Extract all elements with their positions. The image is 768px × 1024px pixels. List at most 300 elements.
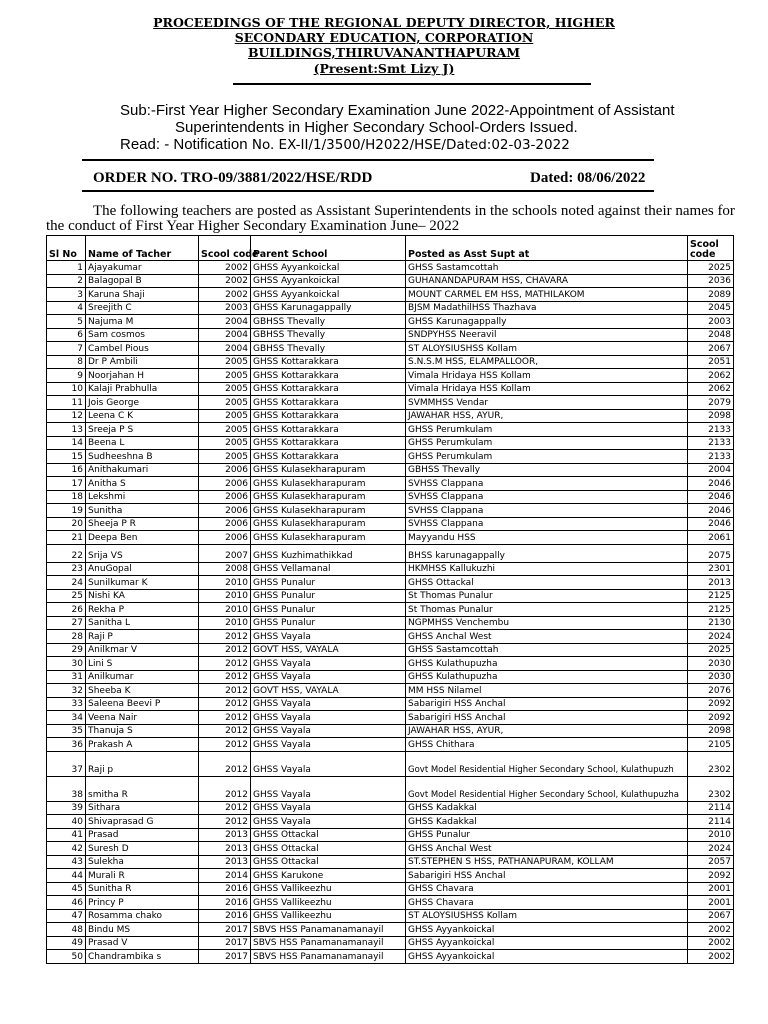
table-row bbox=[47, 896, 734, 910]
cell-posted-at: BJSM MadathilHSS Thazhava bbox=[406, 301, 688, 315]
cell-posted-school-code: 2062 bbox=[688, 382, 734, 396]
cell-school-code: 2002 bbox=[199, 274, 251, 288]
cell-teacher-name: Sunitha bbox=[86, 504, 199, 518]
cell-teacher-name: Raji P bbox=[86, 630, 199, 644]
cell-school-code: 2006 bbox=[199, 490, 251, 504]
cell-posted-at: NGPMHSS Venchembu bbox=[406, 616, 688, 630]
cell-parent-school: GHSS Vayala bbox=[251, 724, 406, 738]
cell-posted-at: MOUNT CARMEL EM HSS, MATHILAKOM bbox=[406, 288, 688, 302]
col-header-posted-at: Posted as Asst Supt at bbox=[406, 236, 688, 261]
cell-posted-school-code: 2030 bbox=[688, 657, 734, 671]
cell-posted-school-code: 2036 bbox=[688, 274, 734, 288]
table-row bbox=[47, 328, 734, 342]
cell-sl-no: 11 bbox=[47, 396, 86, 410]
cell-school-code: 2016 bbox=[199, 909, 251, 923]
cell-posted-at: Sabarigiri HSS Anchal bbox=[406, 711, 688, 725]
cell-parent-school: GHSS Vayala bbox=[251, 697, 406, 711]
cell-sl-no: 30 bbox=[47, 657, 86, 671]
cell-posted-at: Govt Model Residential Higher Secondary School, Kulathupuzha bbox=[406, 776, 688, 801]
cell-teacher-name: Suresh D bbox=[86, 842, 199, 856]
cell-posted-school-code: 2133 bbox=[688, 423, 734, 437]
cell-posted-school-code: 2092 bbox=[688, 697, 734, 711]
cell-posted-school-code: 2105 bbox=[688, 738, 734, 752]
cell-school-code: 2013 bbox=[199, 828, 251, 842]
cell-posted-school-code: 2125 bbox=[688, 603, 734, 617]
table-row bbox=[47, 504, 734, 518]
table-row bbox=[47, 842, 734, 856]
cell-school-code: 2012 bbox=[199, 738, 251, 752]
table-row bbox=[47, 882, 734, 896]
cell-parent-school: GHSS Kulasekharapuram bbox=[251, 477, 406, 491]
cell-school-code: 2012 bbox=[199, 815, 251, 829]
cell-posted-at: MM HSS Nilamel bbox=[406, 684, 688, 698]
cell-posted-school-code: 2025 bbox=[688, 261, 734, 275]
cell-parent-school: GHSS Kottarakkara bbox=[251, 409, 406, 423]
cell-posted-at: ST ALOYSIUSHSS Kollam bbox=[406, 909, 688, 923]
table-row bbox=[47, 657, 734, 671]
cell-school-code: 2010 bbox=[199, 616, 251, 630]
cell-parent-school: GHSS Punalur bbox=[251, 603, 406, 617]
table-row bbox=[47, 616, 734, 630]
cell-sl-no: 29 bbox=[47, 643, 86, 657]
table-row bbox=[47, 801, 734, 815]
cell-posted-school-code: 2302 bbox=[688, 776, 734, 801]
cell-school-code: 2004 bbox=[199, 315, 251, 329]
cell-parent-school: GHSS Kottarakkara bbox=[251, 423, 406, 437]
cell-sl-no: 1 bbox=[47, 261, 86, 275]
cell-posted-at: GHSS Perumkulam bbox=[406, 423, 688, 437]
cell-posted-school-code: 2133 bbox=[688, 436, 734, 450]
cell-parent-school: GHSS Ottackal bbox=[251, 855, 406, 869]
cell-sl-no: 37 bbox=[47, 751, 86, 776]
cell-parent-school: GHSS Ottackal bbox=[251, 828, 406, 842]
cell-parent-school: GHSS Kuzhimathikkad bbox=[251, 544, 406, 562]
cell-sl-no: 35 bbox=[47, 724, 86, 738]
table-row bbox=[47, 450, 734, 464]
cell-posted-school-code: 2067 bbox=[688, 909, 734, 923]
cell-posted-school-code: 2024 bbox=[688, 842, 734, 856]
cell-teacher-name: Cambel Pious bbox=[86, 342, 199, 356]
table-header-row bbox=[47, 236, 734, 261]
cell-posted-at: Vimala Hridaya HSS Kollam bbox=[406, 382, 688, 396]
cell-parent-school: GHSS Vayala bbox=[251, 801, 406, 815]
cell-teacher-name: Srija VS bbox=[86, 544, 199, 562]
cell-parent-school: GHSS Vayala bbox=[251, 738, 406, 752]
cell-posted-school-code: 2133 bbox=[688, 450, 734, 464]
cell-sl-no: 47 bbox=[47, 909, 86, 923]
cell-sl-no: 28 bbox=[47, 630, 86, 644]
table-row bbox=[47, 274, 734, 288]
cell-posted-at: St Thomas Punalur bbox=[406, 589, 688, 603]
table-row bbox=[47, 724, 734, 738]
cell-posted-at: SVHSS Clappana bbox=[406, 477, 688, 491]
col-header-parent-school: Parent School bbox=[251, 236, 406, 261]
header-divider bbox=[233, 83, 591, 85]
cell-school-code: 2006 bbox=[199, 504, 251, 518]
cell-sl-no: 2 bbox=[47, 274, 86, 288]
cell-sl-no: 5 bbox=[47, 315, 86, 329]
cell-posted-at: GHSS Anchal West bbox=[406, 630, 688, 644]
cell-posted-at: St Thomas Punalur bbox=[406, 603, 688, 617]
table-row bbox=[47, 630, 734, 644]
cell-teacher-name: Sheeja P R bbox=[86, 517, 199, 531]
table-row bbox=[47, 950, 734, 964]
cell-posted-school-code: 2003 bbox=[688, 315, 734, 329]
cell-posted-at: SNDPYHSS Neeravil bbox=[406, 328, 688, 342]
table-row bbox=[47, 776, 734, 801]
cell-teacher-name: Rosamma chako bbox=[86, 909, 199, 923]
cell-parent-school: GHSS Karukone bbox=[251, 869, 406, 883]
cell-posted-at: GHSS Sastamcottah bbox=[406, 261, 688, 275]
cell-teacher-name: Saleena Beevi P bbox=[86, 697, 199, 711]
teacher-posting-table bbox=[46, 235, 734, 964]
cell-school-code: 2002 bbox=[199, 261, 251, 275]
cell-parent-school: SBVS HSS Panamanamanayil bbox=[251, 950, 406, 964]
cell-parent-school: SBVS HSS Panamanamanayil bbox=[251, 936, 406, 950]
cell-sl-no: 25 bbox=[47, 589, 86, 603]
table-row bbox=[47, 261, 734, 275]
cell-posted-school-code: 2061 bbox=[688, 531, 734, 545]
cell-teacher-name: Sulekha bbox=[86, 855, 199, 869]
cell-teacher-name: Ajayakumar bbox=[86, 261, 199, 275]
cell-school-code: 2006 bbox=[199, 531, 251, 545]
table-row bbox=[47, 544, 734, 562]
cell-posted-school-code: 2301 bbox=[688, 562, 734, 576]
table-row bbox=[47, 382, 734, 396]
order-date: Dated: 08/06/2022 bbox=[530, 170, 646, 186]
cell-parent-school: GHSS Vallikeezhu bbox=[251, 909, 406, 923]
cell-posted-school-code: 2004 bbox=[688, 463, 734, 477]
table-row bbox=[47, 738, 734, 752]
table-row bbox=[47, 301, 734, 315]
cell-school-code: 2012 bbox=[199, 684, 251, 698]
cell-teacher-name: Anitha S bbox=[86, 477, 199, 491]
cell-sl-no: 21 bbox=[47, 531, 86, 545]
cell-teacher-name: smitha R bbox=[86, 776, 199, 801]
cell-sl-no: 3 bbox=[47, 288, 86, 302]
cell-teacher-name: Prasad V bbox=[86, 936, 199, 950]
cell-posted-at: GHSS Chavara bbox=[406, 896, 688, 910]
cell-parent-school: GHSS Punalur bbox=[251, 589, 406, 603]
cell-school-code: 2012 bbox=[199, 670, 251, 684]
cell-school-code: 2012 bbox=[199, 724, 251, 738]
table-row bbox=[47, 711, 734, 725]
cell-parent-school: GHSS Vayala bbox=[251, 657, 406, 671]
subject-line-2: Superintendents in Higher Secondary School-Orders Issued. bbox=[175, 119, 578, 136]
cell-teacher-name: Sunitha R bbox=[86, 882, 199, 896]
table-row bbox=[47, 828, 734, 842]
read-notification: No. EX-II/1/3500/H2022/HSE/Dated:02-03-2022 bbox=[247, 137, 570, 153]
cell-posted-school-code: 2302 bbox=[688, 751, 734, 776]
cell-posted-at: SVHSS Clappana bbox=[406, 504, 688, 518]
cell-posted-at: BHSS karunagappally bbox=[406, 544, 688, 562]
cell-posted-school-code: 2025 bbox=[688, 643, 734, 657]
cell-posted-at: GHSS Perumkulam bbox=[406, 450, 688, 464]
cell-school-code: 2005 bbox=[199, 423, 251, 437]
cell-posted-at: Mayyandu HSS bbox=[406, 531, 688, 545]
table-row bbox=[47, 342, 734, 356]
table-row bbox=[47, 923, 734, 937]
cell-posted-school-code: 2062 bbox=[688, 369, 734, 383]
cell-parent-school: GOVT HSS, VAYALA bbox=[251, 643, 406, 657]
cell-school-code: 2014 bbox=[199, 869, 251, 883]
cell-sl-no: 12 bbox=[47, 409, 86, 423]
cell-sl-no: 41 bbox=[47, 828, 86, 842]
cell-teacher-name: Leena C K bbox=[86, 409, 199, 423]
cell-posted-at: GHSS Ottackal bbox=[406, 576, 688, 590]
cell-school-code: 2012 bbox=[199, 643, 251, 657]
cell-teacher-name: Veena Nair bbox=[86, 711, 199, 725]
col-header-name: Name of Tacher bbox=[86, 236, 199, 261]
cell-posted-school-code: 2075 bbox=[688, 544, 734, 562]
cell-posted-school-code: 2046 bbox=[688, 490, 734, 504]
cell-parent-school: GHSS Ayyankoickal bbox=[251, 288, 406, 302]
cell-posted-at: SVHSS Clappana bbox=[406, 517, 688, 531]
cell-posted-at: GHSS Kadakkal bbox=[406, 815, 688, 829]
cell-sl-no: 42 bbox=[47, 842, 86, 856]
cell-sl-no: 36 bbox=[47, 738, 86, 752]
cell-school-code: 2012 bbox=[199, 711, 251, 725]
cell-posted-at: Sabarigiri HSS Anchal bbox=[406, 869, 688, 883]
cell-posted-school-code: 2089 bbox=[688, 288, 734, 302]
cell-school-code: 2013 bbox=[199, 855, 251, 869]
cell-posted-school-code: 2001 bbox=[688, 896, 734, 910]
cell-posted-school-code: 2048 bbox=[688, 328, 734, 342]
cell-posted-school-code: 2114 bbox=[688, 801, 734, 815]
cell-posted-at: SVHSS Clappana bbox=[406, 490, 688, 504]
table-row bbox=[47, 576, 734, 590]
cell-posted-at: GHSS Kulathupuzha bbox=[406, 657, 688, 671]
cell-posted-school-code: 2125 bbox=[688, 589, 734, 603]
cell-teacher-name: Dr P Ambili bbox=[86, 355, 199, 369]
cell-sl-no: 50 bbox=[47, 950, 86, 964]
cell-sl-no: 38 bbox=[47, 776, 86, 801]
cell-teacher-name: Sreeja P S bbox=[86, 423, 199, 437]
cell-parent-school: GHSS Ayyankoickal bbox=[251, 261, 406, 275]
cell-parent-school: GHSS Vayala bbox=[251, 711, 406, 725]
cell-posted-school-code: 2079 bbox=[688, 396, 734, 410]
cell-sl-no: 39 bbox=[47, 801, 86, 815]
table-row bbox=[47, 477, 734, 491]
cell-posted-at: ST ALOYSIUSHSS Kollam bbox=[406, 342, 688, 356]
cell-sl-no: 22 bbox=[47, 544, 86, 562]
table-row bbox=[47, 531, 734, 545]
col-header-posted-school-code: Scool code bbox=[688, 236, 734, 261]
cell-posted-at: Vimala Hridaya HSS Kollam bbox=[406, 369, 688, 383]
cell-posted-at: Sabarigiri HSS Anchal bbox=[406, 697, 688, 711]
cell-school-code: 2012 bbox=[199, 630, 251, 644]
cell-school-code: 2010 bbox=[199, 589, 251, 603]
cell-teacher-name: Sithara bbox=[86, 801, 199, 815]
cell-parent-school: GHSS Vayala bbox=[251, 815, 406, 829]
cell-teacher-name: Deepa Ben bbox=[86, 531, 199, 545]
cell-parent-school: GHSS Punalur bbox=[251, 616, 406, 630]
cell-school-code: 2005 bbox=[199, 369, 251, 383]
cell-parent-school: GHSS Kottarakkara bbox=[251, 450, 406, 464]
cell-teacher-name: Lekshmi bbox=[86, 490, 199, 504]
cell-parent-school: GHSS Vayala bbox=[251, 751, 406, 776]
cell-sl-no: 48 bbox=[47, 923, 86, 937]
cell-school-code: 2017 bbox=[199, 950, 251, 964]
cell-posted-school-code: 2098 bbox=[688, 724, 734, 738]
cell-teacher-name: Rekha P bbox=[86, 603, 199, 617]
cell-school-code: 2005 bbox=[199, 396, 251, 410]
cell-posted-at: GHSS Kadakkal bbox=[406, 801, 688, 815]
cell-school-code: 2010 bbox=[199, 576, 251, 590]
cell-posted-school-code: 2114 bbox=[688, 815, 734, 829]
cell-school-code: 2016 bbox=[199, 896, 251, 910]
cell-parent-school: GHSS Vayala bbox=[251, 630, 406, 644]
cell-posted-at: GHSS Chavara bbox=[406, 882, 688, 896]
table-row bbox=[47, 355, 734, 369]
cell-parent-school: GHSS Kulasekharapuram bbox=[251, 517, 406, 531]
header-line-1: PROCEEDINGS OF THE REGIONAL DEPUTY DIRECTOR, HIGHER bbox=[153, 15, 615, 30]
cell-posted-school-code: 2013 bbox=[688, 576, 734, 590]
cell-parent-school: GHSS Vallikeezhu bbox=[251, 882, 406, 896]
cell-sl-no: 34 bbox=[47, 711, 86, 725]
cell-school-code: 2012 bbox=[199, 657, 251, 671]
read-label: Read: - Notification bbox=[120, 136, 248, 153]
cell-parent-school: GHSS Kottarakkara bbox=[251, 369, 406, 383]
table-row bbox=[47, 751, 734, 776]
cell-teacher-name: Murali R bbox=[86, 869, 199, 883]
header-present: (Present:Smt Lizy J) bbox=[313, 61, 455, 76]
cell-sl-no: 40 bbox=[47, 815, 86, 829]
order-divider bbox=[82, 190, 654, 192]
header-line-2: SECONDARY EDUCATION, CORPORATION bbox=[234, 30, 534, 45]
table-row bbox=[47, 684, 734, 698]
cell-teacher-name: Anilkumar bbox=[86, 670, 199, 684]
cell-school-code: 2007 bbox=[199, 544, 251, 562]
col-header-sl-no: Sl No bbox=[47, 236, 86, 261]
cell-posted-at: HKMHSS Kallukuzhi bbox=[406, 562, 688, 576]
cell-posted-at: SVMMHSS Vendar bbox=[406, 396, 688, 410]
intro-paragraph: The following teachers are posted as Assistant Superintendents in the schools noted against their names for the conduct of First Year Higher Secondary Examination June– 2022 bbox=[46, 203, 735, 234]
cell-sl-no: 46 bbox=[47, 896, 86, 910]
cell-posted-at: S.N.S.M HSS, ELAMPALLOOR, bbox=[406, 355, 688, 369]
cell-school-code: 2016 bbox=[199, 882, 251, 896]
cell-parent-school: GHSS Kottarakkara bbox=[251, 436, 406, 450]
cell-teacher-name: Sam cosmos bbox=[86, 328, 199, 342]
cell-parent-school: GHSS Kulasekharapuram bbox=[251, 490, 406, 504]
cell-posted-school-code: 2076 bbox=[688, 684, 734, 698]
cell-teacher-name: Sanitha L bbox=[86, 616, 199, 630]
cell-posted-school-code: 2024 bbox=[688, 630, 734, 644]
cell-sl-no: 14 bbox=[47, 436, 86, 450]
cell-parent-school: GHSS Vayala bbox=[251, 776, 406, 801]
cell-sl-no: 24 bbox=[47, 576, 86, 590]
table-row bbox=[47, 315, 734, 329]
cell-parent-school: GOVT HSS, VAYALA bbox=[251, 684, 406, 698]
cell-posted-school-code: 2092 bbox=[688, 869, 734, 883]
cell-school-code: 2012 bbox=[199, 776, 251, 801]
cell-teacher-name: Sreejith C bbox=[86, 301, 199, 315]
cell-posted-at: JAWAHAR HSS, AYUR, bbox=[406, 409, 688, 423]
cell-posted-school-code: 2057 bbox=[688, 855, 734, 869]
cell-posted-school-code: 2067 bbox=[688, 342, 734, 356]
table-row bbox=[47, 869, 734, 883]
table-row bbox=[47, 936, 734, 950]
cell-sl-no: 26 bbox=[47, 603, 86, 617]
cell-teacher-name: Noorjahan H bbox=[86, 369, 199, 383]
cell-teacher-name: Raji p bbox=[86, 751, 199, 776]
cell-parent-school: SBVS HSS Panamanamanayil bbox=[251, 923, 406, 937]
cell-parent-school: GBHSS Thevally bbox=[251, 342, 406, 356]
cell-sl-no: 27 bbox=[47, 616, 86, 630]
cell-posted-at: GHSS Ayyankoickal bbox=[406, 923, 688, 937]
cell-school-code: 2005 bbox=[199, 450, 251, 464]
table-row bbox=[47, 670, 734, 684]
cell-sl-no: 33 bbox=[47, 697, 86, 711]
cell-teacher-name: AnuGopal bbox=[86, 562, 199, 576]
cell-teacher-name: Princy P bbox=[86, 896, 199, 910]
read-reference bbox=[120, 136, 570, 154]
cell-posted-school-code: 2045 bbox=[688, 301, 734, 315]
cell-parent-school: GHSS Punalur bbox=[251, 576, 406, 590]
cell-teacher-name: Karuna Shaji bbox=[86, 288, 199, 302]
cell-parent-school: GHSS Kottarakkara bbox=[251, 382, 406, 396]
subject-line-1: Sub:-First Year Higher Secondary Examination June 2022-Appointment of Assistant bbox=[120, 102, 675, 119]
cell-teacher-name: Thanuja S bbox=[86, 724, 199, 738]
cell-parent-school: GHSS Ottackal bbox=[251, 842, 406, 856]
cell-school-code: 2006 bbox=[199, 477, 251, 491]
cell-teacher-name: Prakash A bbox=[86, 738, 199, 752]
cell-school-code: 2012 bbox=[199, 801, 251, 815]
cell-teacher-name: Lini S bbox=[86, 657, 199, 671]
cell-sl-no: 8 bbox=[47, 355, 86, 369]
cell-school-code: 2017 bbox=[199, 936, 251, 950]
cell-posted-at: GBHSS Thevally bbox=[406, 463, 688, 477]
cell-sl-no: 17 bbox=[47, 477, 86, 491]
cell-posted-at: GHSS Punalur bbox=[406, 828, 688, 842]
cell-sl-no: 45 bbox=[47, 882, 86, 896]
table-row bbox=[47, 517, 734, 531]
cell-sl-no: 49 bbox=[47, 936, 86, 950]
table-row bbox=[47, 643, 734, 657]
cell-parent-school: GHSS Ayyankoickal bbox=[251, 274, 406, 288]
cell-sl-no: 15 bbox=[47, 450, 86, 464]
cell-posted-school-code: 2001 bbox=[688, 882, 734, 896]
cell-sl-no: 10 bbox=[47, 382, 86, 396]
cell-sl-no: 13 bbox=[47, 423, 86, 437]
table-row bbox=[47, 396, 734, 410]
cell-teacher-name: Jois George bbox=[86, 396, 199, 410]
cell-sl-no: 18 bbox=[47, 490, 86, 504]
cell-school-code: 2005 bbox=[199, 355, 251, 369]
cell-parent-school: GBHSS Thevally bbox=[251, 328, 406, 342]
cell-teacher-name: Najuma M bbox=[86, 315, 199, 329]
cell-school-code: 2005 bbox=[199, 436, 251, 450]
cell-teacher-name: Shivaprasad G bbox=[86, 815, 199, 829]
cell-posted-at: GHSS Sastamcottah bbox=[406, 643, 688, 657]
cell-posted-at: ST.STEPHEN S HSS, PATHANAPURAM, KOLLAM bbox=[406, 855, 688, 869]
cell-posted-school-code: 2051 bbox=[688, 355, 734, 369]
cell-posted-school-code: 2046 bbox=[688, 504, 734, 518]
cell-posted-school-code: 2098 bbox=[688, 409, 734, 423]
order-number: ORDER NO. TRO-09/3881/2022/HSE/RDD bbox=[93, 170, 373, 186]
cell-school-code: 2008 bbox=[199, 562, 251, 576]
cell-posted-at: Govt Model Residential Higher Secondary School, Kulathupuzh bbox=[406, 751, 688, 776]
cell-posted-at: GHSS Ayyankoickal bbox=[406, 950, 688, 964]
cell-parent-school: GHSS Kulasekharapuram bbox=[251, 504, 406, 518]
cell-sl-no: 16 bbox=[47, 463, 86, 477]
cell-posted-at: GHSS Kulathupuzha bbox=[406, 670, 688, 684]
cell-posted-school-code: 2002 bbox=[688, 936, 734, 950]
table-row bbox=[47, 909, 734, 923]
cell-sl-no: 32 bbox=[47, 684, 86, 698]
cell-teacher-name: Sheeba K bbox=[86, 684, 199, 698]
cell-parent-school: GHSS Karunagappally bbox=[251, 301, 406, 315]
